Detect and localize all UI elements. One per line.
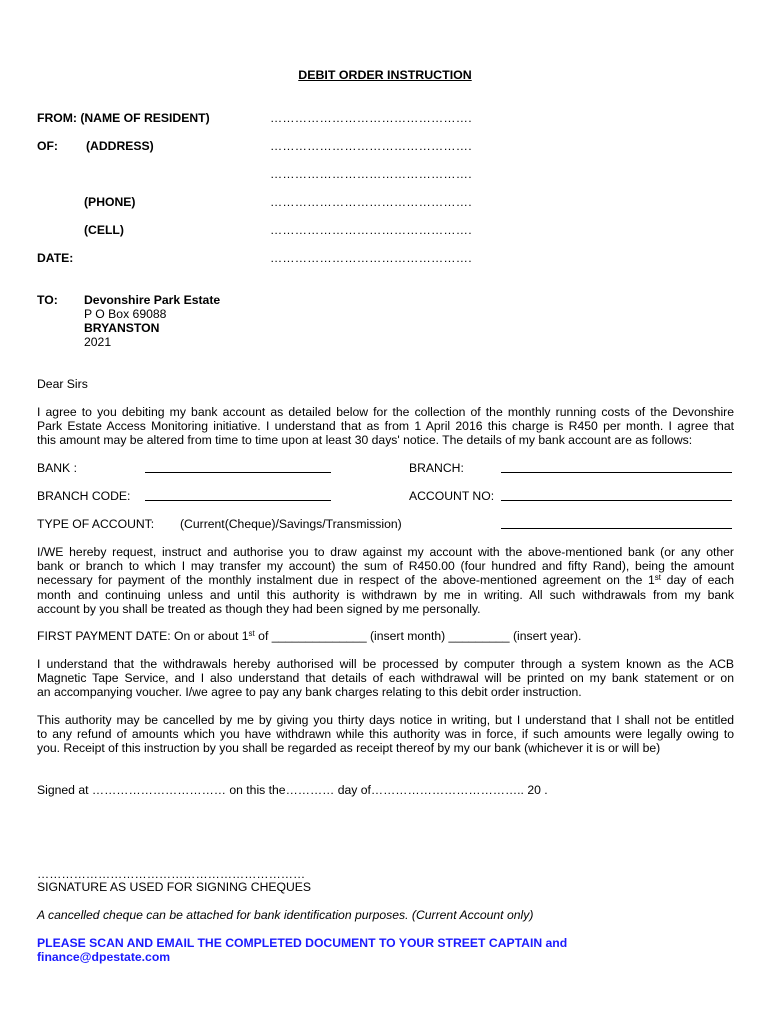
account-no-input-line[interactable] bbox=[501, 500, 732, 501]
bank-input-line[interactable] bbox=[145, 472, 331, 473]
date-field-dots[interactable]: …………………………………………. bbox=[270, 251, 472, 265]
address-label: (ADDRESS) bbox=[86, 139, 154, 153]
ordinal-suffix: st bbox=[248, 629, 255, 638]
cancel-line: to any refund of amounts which you have withdrawn while this authority was in force, if such amounts were legally owing to bbox=[37, 727, 734, 742]
cancellation-paragraph bbox=[37, 713, 734, 756]
of-label: OF: bbox=[37, 139, 58, 153]
day-number: 1 bbox=[648, 573, 655, 588]
to-label: TO: bbox=[37, 293, 58, 307]
from-label: FROM: (NAME OF RESIDENT) bbox=[37, 111, 210, 125]
name-field-dots[interactable]: …………………………………………. bbox=[270, 111, 472, 125]
recipient-postal-code: 2021 bbox=[84, 335, 112, 349]
page-title: DEBIT ORDER INSTRUCTION bbox=[298, 68, 472, 82]
address-field-dots-2[interactable]: …………………………………………. bbox=[270, 167, 472, 181]
acb-line: I understand that the withdrawals hereby authorised will be processed by computer through a system known as the ACB bbox=[37, 657, 734, 671]
account-no-label: ACCOUNT NO: bbox=[409, 489, 495, 503]
phone-label: (PHONE) bbox=[84, 195, 136, 209]
signature-dots[interactable]: ………………………………………………………… bbox=[37, 867, 306, 881]
cell-field-dots[interactable]: …………………………………………. bbox=[270, 223, 472, 237]
intro-paragraph bbox=[37, 405, 734, 448]
bank-label: BANK : bbox=[37, 461, 77, 475]
authority-line: month and continuing unless and until this authority is withdrawn by me in writing. All such withdrawals from my bank bbox=[37, 587, 734, 602]
account-type-label: TYPE OF ACCOUNT: bbox=[37, 517, 155, 531]
authority-line: account by you shall be treated as though they had been signed by me personally. bbox=[37, 601, 481, 616]
branch-input-line[interactable] bbox=[501, 472, 732, 473]
acb-line: Magnetic Tape Service, and I also understand that details of each withdrawal will be printed on my bank statement or on bbox=[37, 671, 734, 686]
date-label: DATE: bbox=[37, 251, 74, 265]
first-payment-rest[interactable]: of ______________ (insert month) _________ (insert year). bbox=[254, 629, 582, 643]
email-address[interactable]: finance@dpestate.com bbox=[37, 950, 171, 964]
first-payment-prefix: FIRST PAYMENT DATE: On or about 1 bbox=[37, 629, 249, 643]
recipient-name: Devonshire Park Estate bbox=[84, 293, 221, 307]
branch-code-label: BRANCH CODE: bbox=[37, 489, 131, 503]
acb-line: an accompanying voucher. I/we agree to pay any bank charges relating to this debit order instruction. bbox=[37, 685, 582, 700]
first-payment-date bbox=[37, 629, 581, 643]
cancel-line: This authority may be cancelled by me by giving you thirty days notice in writing, but I understand that I shall not be entitled bbox=[37, 713, 734, 727]
intro-line: this amount may be altered from time to time upon at least 30 days' notice. The details of my bank account are as follows: bbox=[37, 433, 693, 448]
authority-text: day of each bbox=[661, 573, 735, 588]
intro-line: Park Estate Access Monitoring initiative. I understand that as from 1 April 2016 this charge is R450 per month. I agree that bbox=[37, 419, 734, 434]
account-type-options: (Current(Cheque)/Savings/Transmission) bbox=[180, 517, 402, 531]
recipient-po-box: P O Box 69088 bbox=[84, 307, 167, 321]
cancel-line: you. Receipt of this instruction by you shall be regarded as receipt thereof by my our bank (whichever it is or will be) bbox=[37, 741, 661, 756]
authority-line-with-date bbox=[37, 573, 734, 587]
authority-paragraph bbox=[37, 545, 734, 616]
authority-line: bank or branch to which I may transfer my account) the sum of R450.00 (four hundred and fifty Rand), being the amount bbox=[37, 559, 734, 574]
account-type-input-line[interactable] bbox=[501, 528, 732, 529]
branch-code-input-line[interactable] bbox=[145, 500, 331, 501]
address-field-dots-1[interactable]: …………………………………………. bbox=[270, 139, 472, 153]
authority-text: necessary for payment of the monthly instalment due in respect of the above-mentioned agreement on the bbox=[37, 573, 643, 588]
intro-line: I agree to you debiting my bank account as detailed below for the collection of the monthly running costs of the Devonshire bbox=[37, 405, 734, 419]
salutation: Dear Sirs bbox=[37, 377, 88, 391]
signed-at-line[interactable]: Signed at …………………………… on this the………… day of……………………………….. 20 . bbox=[37, 783, 548, 797]
acb-paragraph bbox=[37, 657, 734, 700]
cell-label: (CELL) bbox=[84, 223, 124, 237]
email-instruction: PLEASE SCAN AND EMAIL THE COMPLETED DOCUMENT TO YOUR STREET CAPTAIN and bbox=[37, 936, 568, 950]
authority-line: I/WE hereby request, instruct and authorise you to draw against my account with the above-mentioned bank (or any other bbox=[37, 545, 734, 559]
phone-field-dots[interactable]: …………………………………………. bbox=[270, 195, 472, 209]
ordinal-suffix: st bbox=[654, 573, 662, 583]
signature-caption: SIGNATURE AS USED FOR SIGNING CHEQUES bbox=[37, 880, 312, 894]
recipient-city: BRYANSTON bbox=[84, 321, 160, 335]
cancelled-cheque-note: A cancelled cheque can be attached for bank identification purposes. (Current Account only) bbox=[37, 908, 534, 922]
branch-label: BRANCH: bbox=[409, 461, 464, 475]
